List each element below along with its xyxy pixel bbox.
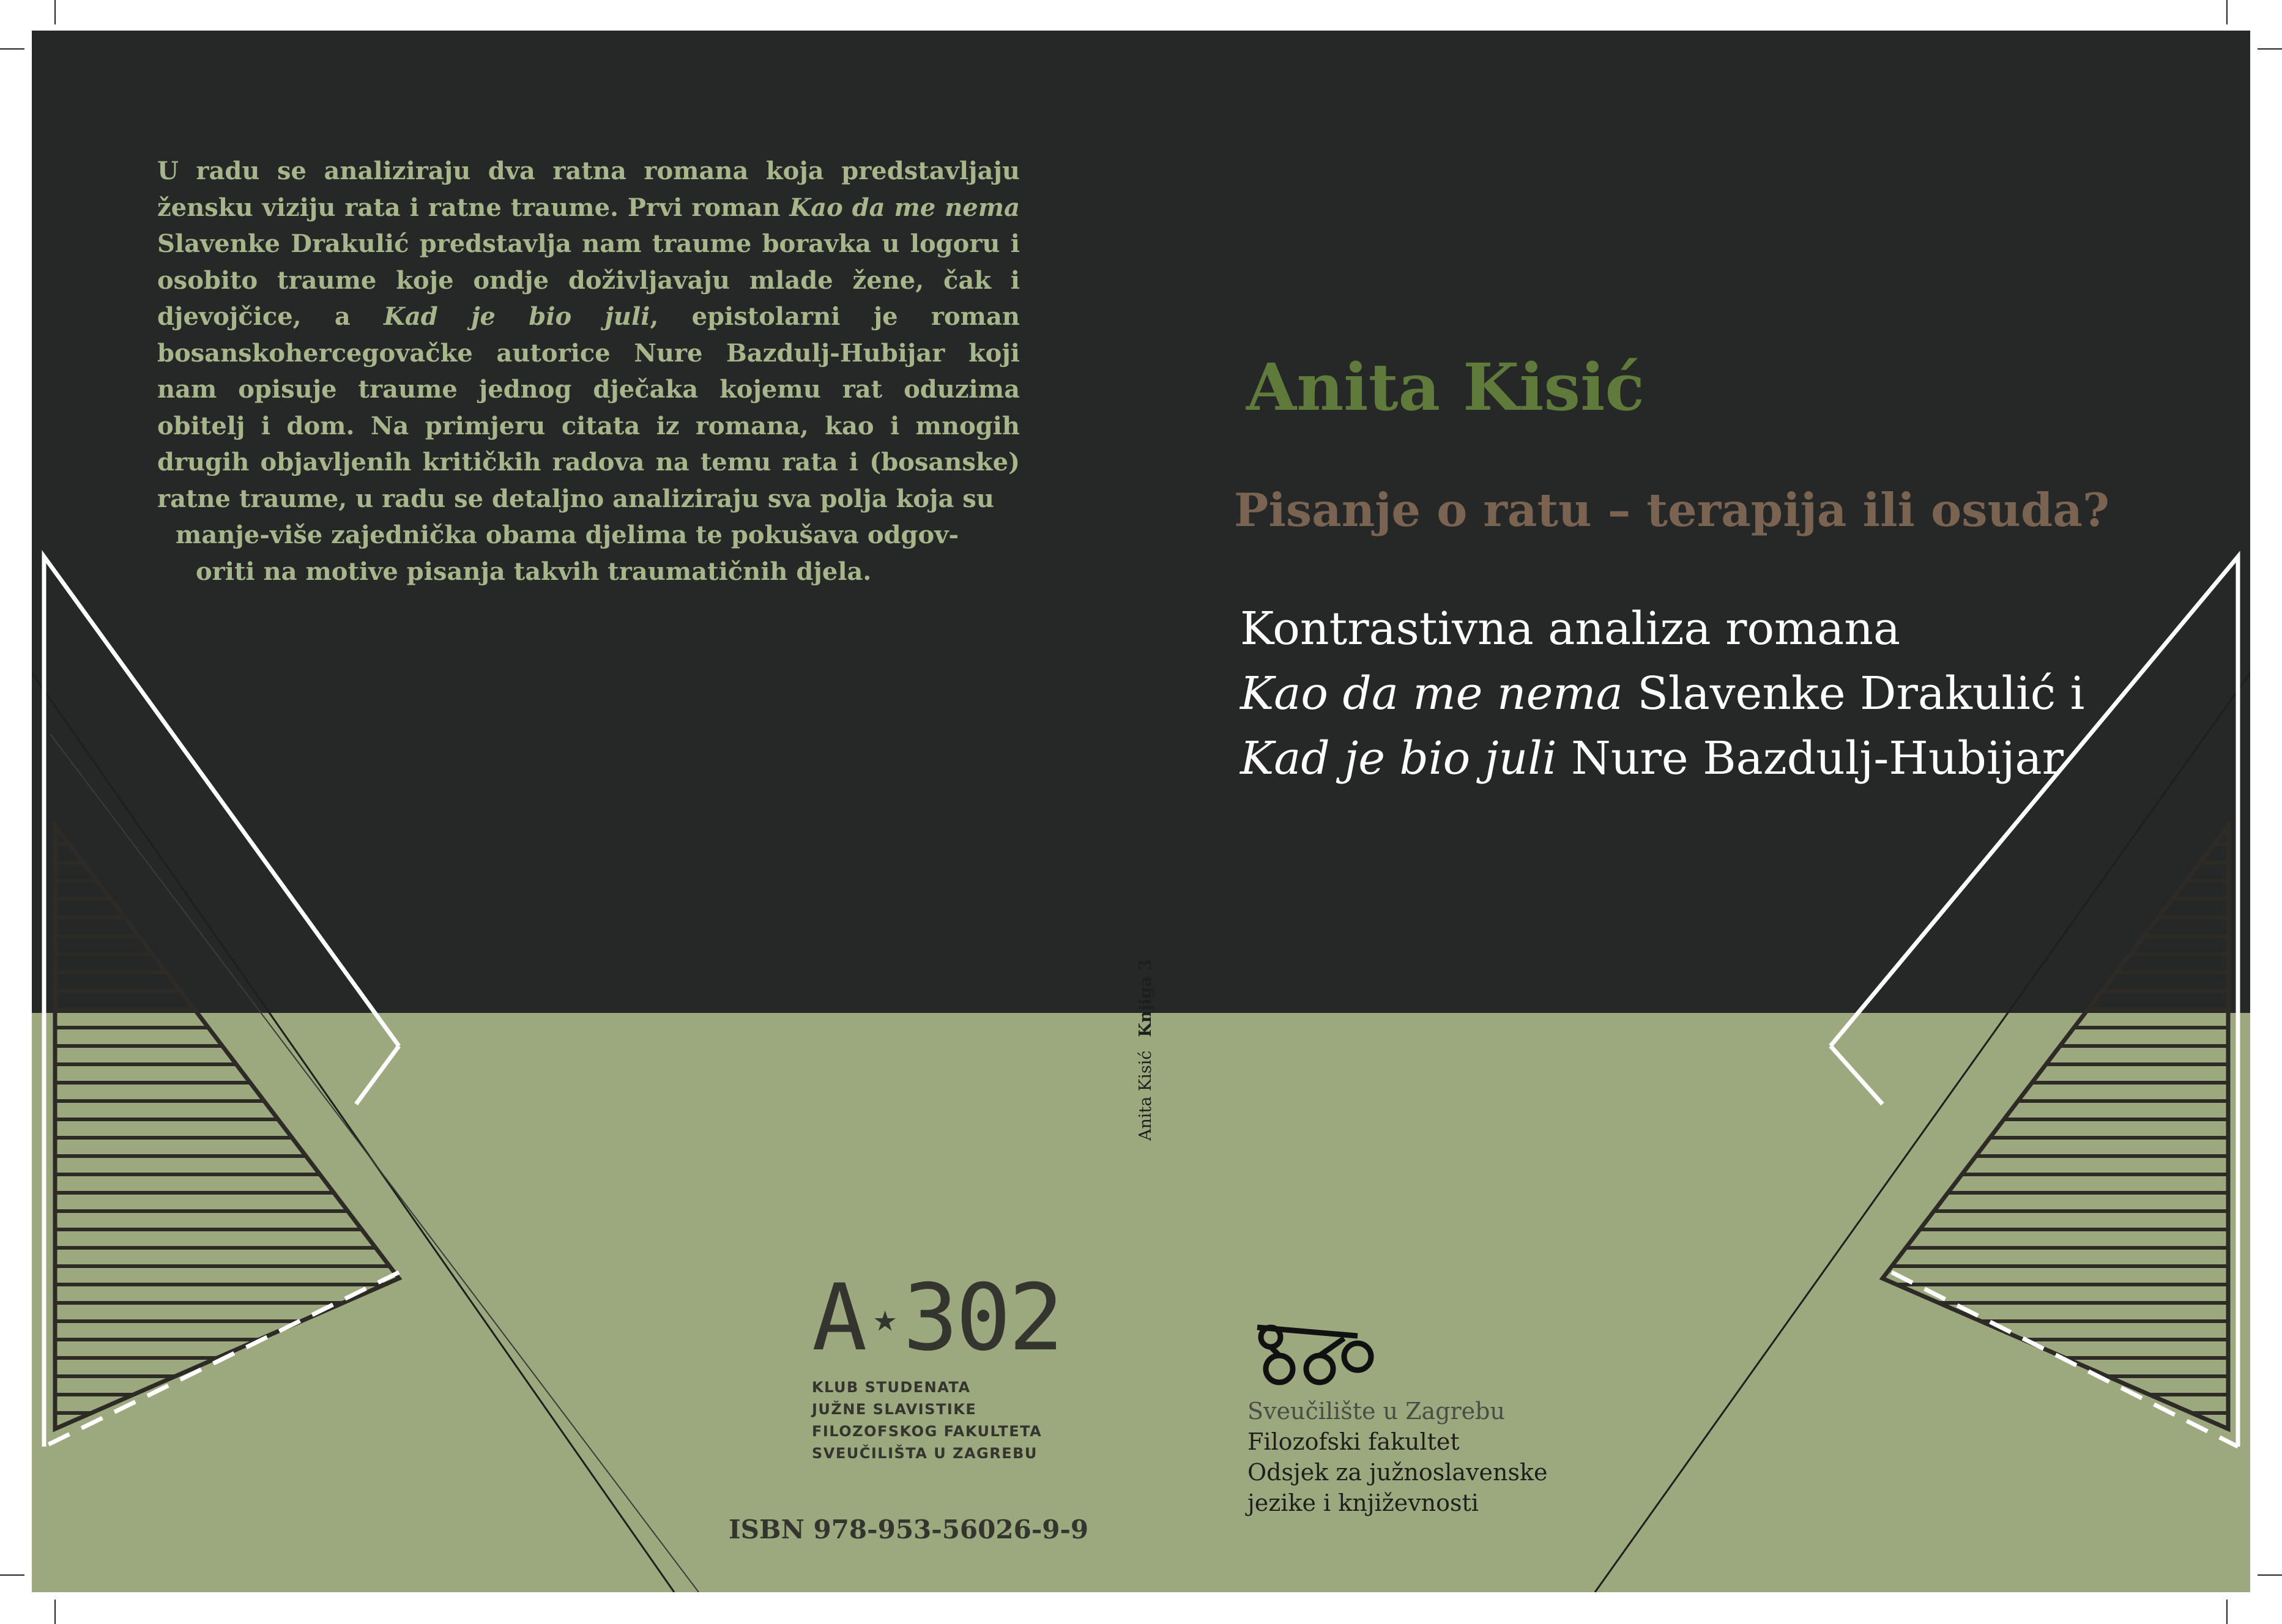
book-subtitle xyxy=(1240,596,2084,791)
institution-block: Sveučilište u Zagrebu Filozofski fakultet Odsjek za južnoslavenske jezike i književnosti xyxy=(1247,1398,1548,1516)
subtitle-line-2: Kao da me nema Slavenke Drakulić i xyxy=(1240,667,2085,720)
spine-text xyxy=(1136,896,1161,1141)
isbn: ISBN 978-953-56026-9-9 xyxy=(729,1515,1089,1544)
star-icon: ★ xyxy=(873,1296,894,1341)
publisher-name: KLUB STUDENATA JUŽNE SLAVISTIKE FILOZOFSKOG FAKULTETA SVEUČILIŠTA U ZAGREBU xyxy=(812,1379,1043,1462)
left-hatched-triangle xyxy=(50,844,405,1413)
publisher-logo xyxy=(812,1265,1093,1464)
author-name: Anita Kisić xyxy=(1246,349,1645,425)
subtitle-line-3: Kad je bio juli Nure Bazdulj-Hubijar xyxy=(1240,732,2064,785)
university-logo-icon xyxy=(1252,1314,1411,1393)
a302-mark: A ★ 302 xyxy=(812,1265,1061,1371)
spine-author: Anita Kisić xyxy=(1136,1050,1155,1141)
left-white-triangle xyxy=(44,557,399,1447)
back-cover-blurb: U radu se analiziraju dva ratna romana koja predstavljaju žensku viziju rata i ratne traume. Prvi roman Kao da me nema Slavenke Drakulić predstavlja nam traume boravka u logoru i osobito traume koje ondje doživljavaju mlade žene, čak i djevojčice, a Kad je bio juli, epistolarni je roman bosanskohercegovačke autorice Nure Bazdulj-Hubijar koji nam opisuje traume jednog dječaka kojemu rat oduzima obitelj i dom. Na primjeru citata iz romana, kao i mnogih drugih objavljenih kritičkih radova na temu rata i (bosanske) ratne traume, u radu se detaljno analiziraju sva polja koja su manje-više zajednička obama djelima te pokušava odgov- oriti na motive pisanja takvih traumatičnih djela. xyxy=(157,157,1020,586)
book-title: Pisanje o ratu – terapija ili osuda? xyxy=(1234,483,2109,537)
subtitle-line-1: Kontrastivna analiza romana xyxy=(1240,603,1901,655)
spine-series: Knjiga 3 xyxy=(1136,958,1155,1037)
book-cover-spread xyxy=(32,31,2250,1592)
